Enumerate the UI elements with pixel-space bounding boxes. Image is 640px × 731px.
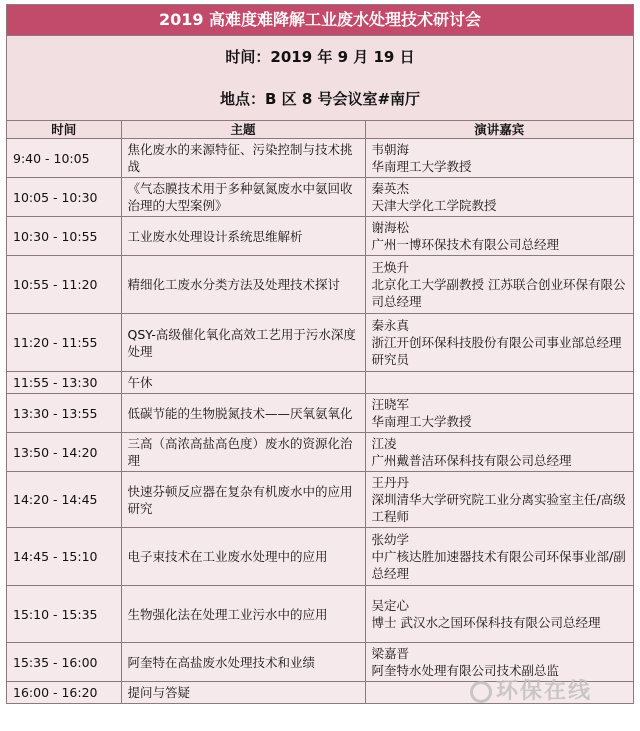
row-time: 10:55 - 11:20 <box>7 256 121 314</box>
row-speaker: 谢海松 广州一博环保技术有限公司总经理 <box>365 217 633 256</box>
row-time: 16:00 - 16:20 <box>7 682 121 704</box>
table-row <box>7 372 633 394</box>
row-speaker: 秦永真 浙江开创环保科技股份有限公司事业部总经理研究员 <box>365 314 633 372</box>
table-row <box>7 217 633 256</box>
table-row <box>7 472 633 528</box>
row-time: 10:05 - 10:30 <box>7 178 121 217</box>
table-row <box>7 394 633 433</box>
row-time: 13:50 - 14:20 <box>7 433 121 472</box>
row-speaker: 韦朝海 华南理工大学教授 <box>365 139 633 178</box>
event-place: 地点：B 区 8 号会议室#南厅 <box>219 90 421 108</box>
row-topic: 三高（高浓高盐高色度）废水的资源化治理 <box>121 433 365 472</box>
table-row <box>7 314 633 372</box>
header-row <box>7 121 633 139</box>
row-time: 15:35 - 16:00 <box>7 643 121 682</box>
row-time: 15:10 - 15:35 <box>7 586 121 643</box>
table-row <box>7 528 633 586</box>
row-topic: 快速芬顿反应器在复杂有机废水中的应用研究 <box>121 472 365 528</box>
agenda-title: 2019 高难度难降解工业废水处理技术研讨会 <box>7 5 633 36</box>
row-speaker: 张幼学 中广核达胜加速器技术有限公司环保事业部/副总经理 <box>365 528 633 586</box>
row-speaker <box>365 372 633 394</box>
row-speaker: 汪晓军 华南理工大学教授 <box>365 394 633 433</box>
row-time: 10:30 - 10:55 <box>7 217 121 256</box>
table-row <box>7 256 633 314</box>
row-topic: QSY-高级催化氧化高效工艺用于污水深度处理 <box>121 314 365 372</box>
row-speaker: 江凌 广州戴普洁环保科技有限公司总经理 <box>365 433 633 472</box>
row-time: 11:20 - 11:55 <box>7 314 121 372</box>
agenda-body <box>7 139 633 704</box>
row-topic: 焦化废水的来源特征、污染控制与技术挑战 <box>121 139 365 178</box>
row-time: 11:55 - 13:30 <box>7 372 121 394</box>
row-time: 14:20 - 14:45 <box>7 472 121 528</box>
row-time: 13:30 - 13:55 <box>7 394 121 433</box>
event-time: 时间：2019 年 9 月 19 日 <box>225 48 415 66</box>
row-speaker: 梁嘉晋 阿奎特水处理有限公司技术副总监 <box>365 643 633 682</box>
row-topic: 工业废水处理设计系统思维解析 <box>121 217 365 256</box>
table-row <box>7 643 633 682</box>
table-row <box>7 586 633 643</box>
table-row <box>7 433 633 472</box>
row-speaker: 秦英杰 天津大学化工学院教授 <box>365 178 633 217</box>
row-speaker: 吴定心 博士 武汉水之国环保科技有限公司总经理 <box>365 586 633 643</box>
row-speaker: 王焕升 北京化工大学副教授 江苏联合创业环保有限公司总经理 <box>365 256 633 314</box>
row-time: 14:45 - 15:10 <box>7 528 121 586</box>
table-row <box>7 178 633 217</box>
row-topic: 《气态膜技术用于多种氨氮废水中氨回收治理的大型案例》 <box>121 178 365 217</box>
row-speaker: 王丹丹 深圳清华大学研究院工业分离实验室主任/高级工程师 <box>365 472 633 528</box>
row-topic: 阿奎特在高盐废水处理技术和业绩 <box>121 643 365 682</box>
row-topic: 生物强化法在处理工业污水中的应用 <box>121 586 365 643</box>
header-topic: 主题 <box>121 121 365 139</box>
agenda-table <box>7 121 633 703</box>
watermark-text: 环保在线 <box>495 679 592 704</box>
row-topic: 低碳节能的生物脱氮技术——厌氧氨氧化 <box>121 394 365 433</box>
event-info <box>7 36 633 121</box>
row-topic: 提问与答疑 <box>121 682 365 704</box>
header-speaker: 演讲嘉宾 <box>365 121 633 139</box>
row-topic: 午休 <box>121 372 365 394</box>
row-topic: 精细化工废水分类方法及处理技术探讨 <box>121 256 365 314</box>
agenda-sheet <box>6 4 634 704</box>
row-time: 9:40 - 10:05 <box>7 139 121 178</box>
row-topic: 电子束技术在工业废水处理中的应用 <box>121 528 365 586</box>
header-time: 时间 <box>7 121 121 139</box>
table-row <box>7 139 633 178</box>
row-speaker <box>365 682 633 704</box>
table-row <box>7 682 633 704</box>
